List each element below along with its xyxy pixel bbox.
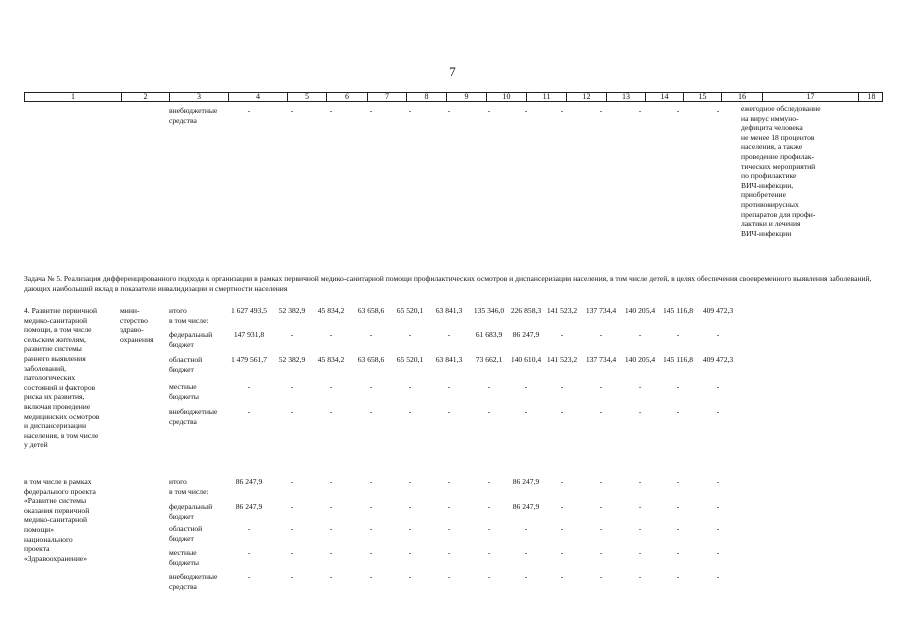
dash-cell: - (676, 477, 680, 486)
activity-name: риска их развития, (24, 392, 85, 402)
value-cell: 86 247,9 (235, 502, 263, 511)
dash-cell: - (408, 572, 412, 581)
dash-cell: - (716, 330, 720, 339)
project-name: оказания первичной (24, 505, 90, 515)
dash-cell: - (560, 330, 564, 339)
funding-source-label: итого (169, 477, 187, 486)
activity-name: медицинских осмотров (24, 411, 100, 421)
funding-source-label: бюджет (169, 533, 194, 543)
dash-cell: - (716, 106, 720, 115)
activity-name: у детей (24, 440, 48, 450)
dash-cell: - (408, 382, 412, 391)
funding-source-label: бюджет (169, 339, 194, 349)
measure-description: препаратов для профи- (741, 209, 816, 219)
dash-cell: - (408, 524, 412, 533)
dash-cell: - (676, 502, 680, 511)
activity-name: помощи, в том числе (24, 325, 92, 335)
dash-cell: - (638, 330, 642, 339)
funding-source-label: областной (169, 355, 203, 364)
dash-cell: - (329, 106, 333, 115)
header-cell-17: 17 (763, 93, 859, 101)
dash-cell: - (676, 106, 680, 115)
header-cell-8: 8 (407, 93, 447, 101)
dash-cell: - (447, 477, 451, 486)
project-name: федерального проекта (24, 486, 96, 496)
executor-name: стерство (120, 315, 148, 325)
dash-cell: - (599, 106, 603, 115)
funding-source-label: федеральный (169, 330, 213, 339)
dash-cell: - (447, 572, 451, 581)
dash-cell: - (560, 548, 564, 557)
header-cell-18: 18 (867, 92, 876, 101)
dash-cell: - (638, 502, 642, 511)
dash-cell: - (329, 382, 333, 391)
value-cell: 140 610,4 (510, 355, 542, 364)
dash-cell: - (487, 382, 491, 391)
activity-name: включая проведение (24, 402, 91, 411)
measure-description: ВИЧ-инфекции, (741, 180, 794, 190)
funding-source-label: местные (169, 382, 197, 391)
dash-cell: - (369, 477, 373, 486)
header-cell-1: 1 (25, 93, 122, 101)
value-cell: 86 247,9 (512, 330, 540, 339)
dash-cell: - (447, 548, 451, 557)
value-cell: 145 116,8 (662, 355, 694, 364)
dash-cell: - (329, 502, 333, 511)
dash-cell: - (560, 382, 564, 391)
value-cell: 52 382,9 (278, 355, 306, 364)
dash-cell: - (599, 502, 603, 511)
value-cell: 140 205,4 (624, 306, 656, 315)
funding-source-label: внебюджетные (169, 572, 218, 581)
dash-cell: - (676, 548, 680, 557)
header-cell-14: 14 (646, 93, 684, 101)
funding-source-label: бюджеты (169, 557, 199, 567)
activity-name: раннего выявления (24, 354, 86, 363)
dash-cell: - (599, 572, 603, 581)
dash-cell: - (716, 502, 720, 511)
dash-cell: - (676, 330, 680, 339)
task-heading: Задача № 5. Реализация дифференцированного подхода к организации в рамках первичной медико-санитарной помощи профилактических осмотров и диспансеризации населения, в том числе детей, в целях обеспечения своевременного выявления заболеваний, дающих наибольший вклад в показатели инвалидизации и смертности населения (24, 274, 872, 293)
table-header-row (24, 92, 883, 102)
dash-cell: - (247, 106, 251, 115)
dash-cell: - (716, 477, 720, 486)
value-cell: 409 472,3 (702, 355, 734, 364)
dash-cell: - (369, 548, 373, 557)
measure-description: не менее 18 процентов (741, 132, 815, 142)
dash-cell: - (487, 524, 491, 533)
value-cell: 141 523,2 (546, 306, 578, 315)
funding-source-label: бюджет (169, 364, 194, 374)
project-name: проекта (24, 544, 50, 554)
value-cell: 61 683,9 (475, 330, 503, 339)
header-cell-9: 9 (447, 93, 487, 101)
dash-cell: - (599, 330, 603, 339)
dash-cell: - (676, 407, 680, 416)
value-cell: 137 734,4 (585, 355, 617, 364)
value-cell: 45 834,2 (317, 306, 345, 315)
header-cell-5: 5 (288, 93, 327, 101)
header-cell-3: 3 (170, 93, 229, 101)
dash-cell: - (638, 477, 642, 486)
value-cell: 409 472,3 (702, 306, 734, 315)
value-cell: 137 734,4 (585, 306, 617, 315)
dash-cell: - (560, 524, 564, 533)
dash-cell: - (408, 106, 412, 115)
dash-cell: - (524, 407, 528, 416)
activity-name: и диспансеризации (24, 421, 87, 431)
activity-name: населения, в том числе (24, 430, 99, 440)
dash-cell: - (290, 524, 294, 533)
header-cell-15: 15 (684, 93, 722, 101)
value-cell: 147 931,8 (233, 330, 265, 339)
dash-cell: - (560, 477, 564, 486)
dash-cell: - (329, 572, 333, 581)
activity-name: сельским жителям, (24, 334, 86, 344)
dash-cell: - (447, 330, 451, 339)
funding-source-label: бюджеты (169, 391, 199, 401)
funding-source-label: средства (169, 581, 197, 591)
dash-cell: - (638, 106, 642, 115)
dash-cell: - (638, 382, 642, 391)
dash-cell: - (290, 548, 294, 557)
measure-description: ежегодное обследование (741, 104, 821, 113)
dash-cell: - (487, 572, 491, 581)
executor-name: здраво- (120, 325, 144, 335)
measure-description: приобретение (741, 190, 786, 200)
dash-cell: - (290, 572, 294, 581)
dash-cell: - (524, 572, 528, 581)
dash-cell: - (329, 477, 333, 486)
activity-name: медико-санитарной (24, 315, 88, 325)
dash-cell: - (560, 407, 564, 416)
dash-cell: - (599, 382, 603, 391)
dash-cell: - (329, 407, 333, 416)
value-cell: 86 247,9 (512, 477, 540, 486)
dash-cell: - (247, 572, 251, 581)
value-cell: 135 346,0 (473, 306, 505, 315)
dash-cell: - (487, 502, 491, 511)
funding-source-label: итого (169, 306, 187, 315)
dash-cell: - (329, 548, 333, 557)
project-name: в том числе в рамках (24, 477, 92, 486)
header-cell-16: 16 (722, 93, 763, 101)
dash-cell: - (290, 502, 294, 511)
dash-cell: - (676, 572, 680, 581)
dash-cell: - (638, 572, 642, 581)
activity-name: заболеваний, (24, 363, 67, 373)
funding-source-label: внебюджетные (169, 407, 218, 416)
project-name: помощи» (24, 525, 55, 534)
dash-cell: - (487, 106, 491, 115)
dash-cell: - (247, 382, 251, 391)
value-cell: 52 382,9 (278, 306, 306, 315)
value-cell: 86 247,9 (235, 477, 263, 486)
header-cell-2: 2 (122, 93, 170, 101)
dash-cell: - (408, 477, 412, 486)
dash-cell: - (524, 524, 528, 533)
dash-cell: - (369, 524, 373, 533)
dash-cell: - (290, 477, 294, 486)
dash-cell: - (408, 502, 412, 511)
dash-cell: - (247, 548, 251, 557)
funding-source-label: бюджет (169, 511, 194, 521)
value-cell: 73 662,1 (475, 355, 503, 364)
dash-cell: - (247, 524, 251, 533)
project-name: «Развитие системы (24, 496, 87, 506)
measure-description: населения, а также (741, 142, 803, 152)
dash-cell: - (290, 106, 294, 115)
dash-cell: - (716, 407, 720, 416)
project-name: «Здравоохранение» (24, 553, 88, 563)
dash-cell: - (716, 548, 720, 557)
dash-cell: - (447, 407, 451, 416)
dash-cell: - (290, 407, 294, 416)
activity-name: развитие системы (24, 344, 82, 354)
dash-cell: - (487, 407, 491, 416)
project-name: национального (24, 534, 73, 544)
dash-cell: - (716, 382, 720, 391)
dash-cell: - (599, 548, 603, 557)
dash-cell: - (676, 382, 680, 391)
funding-source-label: в том числе: (169, 486, 209, 496)
dash-cell: - (290, 330, 294, 339)
value-cell: 226 858,3 (510, 306, 542, 315)
dash-cell: - (447, 502, 451, 511)
dash-cell: - (487, 548, 491, 557)
dash-cell: - (329, 524, 333, 533)
measure-description: проведение профилак- (741, 152, 815, 161)
value-cell: 65 520,1 (396, 355, 424, 364)
value-cell: 1 627 493,5 (230, 306, 268, 315)
value-cell: 63 841,3 (435, 355, 463, 364)
dash-cell: - (408, 330, 412, 339)
dash-cell: - (676, 524, 680, 533)
dash-cell: - (369, 502, 373, 511)
value-cell: 1 479 561,7 (230, 355, 268, 364)
funding-source-label: областной (169, 524, 203, 533)
value-cell: 63 841,3 (435, 306, 463, 315)
dash-cell: - (524, 382, 528, 391)
executor-name: охранения (120, 334, 154, 344)
activity-name: состояний и факторов (24, 382, 96, 392)
measure-description: тических мероприятий (741, 161, 816, 171)
dash-cell: - (447, 382, 451, 391)
activity-name: патологических (24, 373, 76, 383)
dash-cell: - (408, 407, 412, 416)
value-cell: 63 658,6 (357, 355, 385, 364)
value-cell: 86 247,9 (512, 502, 540, 511)
dash-cell: - (716, 524, 720, 533)
dash-cell: - (369, 106, 373, 115)
dash-cell: - (716, 572, 720, 581)
value-cell: 145 116,8 (662, 306, 694, 315)
dash-cell: - (560, 572, 564, 581)
measure-description: по профилактике (741, 171, 797, 181)
value-cell: 140 205,4 (624, 355, 656, 364)
funding-source-label: внебюджетные (169, 106, 218, 115)
header-cell-7: 7 (368, 93, 407, 101)
header-cell-11: 11 (527, 93, 567, 101)
dash-cell: - (599, 407, 603, 416)
measure-description: ВИЧ-инфекции (741, 228, 792, 238)
dash-cell: - (369, 382, 373, 391)
header-cell-13: 13 (607, 93, 646, 101)
project-name: медико-санитарной (24, 515, 88, 525)
header-cell-6: 6 (327, 93, 368, 101)
dash-cell: - (369, 572, 373, 581)
dash-cell: - (638, 407, 642, 416)
dash-cell: - (599, 524, 603, 533)
dash-cell: - (369, 330, 373, 339)
dash-cell: - (560, 502, 564, 511)
dash-cell: - (447, 524, 451, 533)
funding-source-label: федеральный (169, 502, 213, 511)
dash-cell: - (560, 106, 564, 115)
measure-description: противовирусных (741, 200, 799, 209)
dash-cell: - (487, 477, 491, 486)
executor-name: мини- (120, 306, 140, 315)
dash-cell: - (638, 524, 642, 533)
dash-cell: - (638, 548, 642, 557)
dash-cell: - (290, 382, 294, 391)
activity-name: 4. Развитие первичной (24, 306, 98, 315)
measure-description: на вирус иммуно- (741, 113, 799, 123)
dash-cell: - (447, 106, 451, 115)
dash-cell: - (408, 548, 412, 557)
dash-cell: - (524, 548, 528, 557)
header-cell-12: 12 (567, 93, 607, 101)
measure-description: лактики и лечения (741, 219, 801, 229)
value-cell: 63 658,6 (357, 306, 385, 315)
dash-cell: - (599, 477, 603, 486)
measure-description: дефицита человека (741, 123, 803, 133)
header-cell-4: 4 (229, 93, 288, 101)
header-cell-10: 10 (487, 93, 527, 101)
value-cell: 65 520,1 (396, 306, 424, 315)
funding-source-label: средства (169, 115, 197, 125)
funding-source-label: местные (169, 548, 197, 557)
value-cell: 45 834,2 (317, 355, 345, 364)
funding-source-label: в том числе: (169, 315, 209, 325)
dash-cell: - (329, 330, 333, 339)
funding-source-label: средства (169, 416, 197, 426)
dash-cell: - (524, 106, 528, 115)
page-number: 7 (449, 64, 456, 79)
value-cell: 141 523,2 (546, 355, 578, 364)
dash-cell: - (369, 407, 373, 416)
dash-cell: - (247, 407, 251, 416)
